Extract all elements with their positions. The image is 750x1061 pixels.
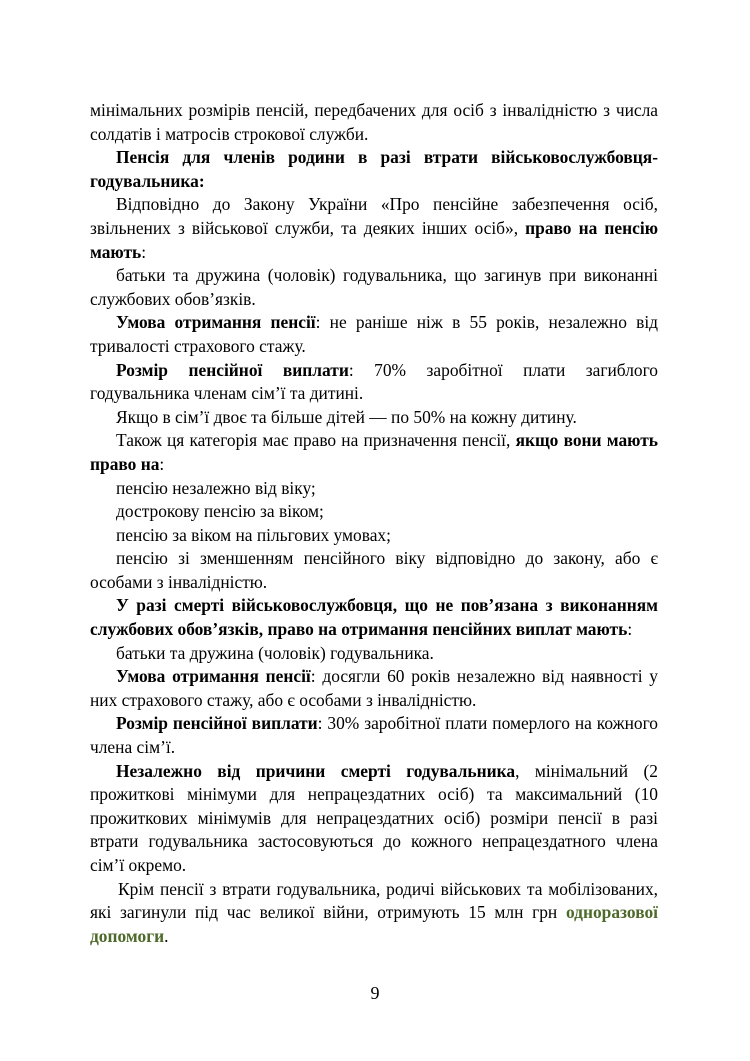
paragraph-payment-70 — [90, 359, 658, 406]
bold-phrase: право на пенсію мають — [90, 217, 658, 262]
paragraph-eligible-family-2 — [90, 642, 658, 666]
paragraph-text: , мінімальний (2 прожиткові мінімуми для непрацездатних осіб) та максимальний (10 прожиткових мінімумів для непрацездатних осіб) розміри пенсії в разі втрати годувальника застосовуються до кожного непрацездатного члена сім’ї окремо. — [90, 760, 659, 875]
bold-label: Розмір пенсійної виплати — [116, 359, 349, 380]
paragraph-text: : 30% заробітної плати померлого на кожного члена сім’ї. — [90, 713, 658, 758]
list-item-text: дострокову пенсію за віком; — [116, 501, 324, 522]
list-item-text: пенсію зі зменшенням пенсійного віку відповідно до закону, або є особами з інвалідністю. — [90, 548, 658, 592]
heading-text: У разі смерті військовослужбовця, що не пов’язана з виконанням службових обов’язків, право на отримання пенсійних виплат мають — [90, 595, 658, 640]
page-number: 9 — [370, 983, 380, 1003]
paragraph-category-rights — [90, 429, 658, 476]
list-item — [90, 500, 658, 524]
paragraph-eligible-family — [90, 264, 658, 311]
paragraph-law-reference — [90, 193, 658, 264]
paragraph-text: батьки та дружина (чоловік) годувальника. — [116, 642, 434, 663]
punctuation: : — [627, 619, 633, 640]
paragraph-text: Відповідно до Закону України «Про пенсійне забезпечення осіб, звільнених з військової служби, та деяких інших осіб», — [90, 194, 658, 238]
list-item-text: пенсію незалежно від віку; — [116, 477, 316, 498]
paragraph-text: : досягли 60 років незалежно від наявності у них страхового стажу, або є особами з інвалідністю. — [90, 666, 658, 710]
paragraph-children-50 — [90, 406, 658, 430]
paragraph-text: Також ця категорія має право на призначення пенсії, — [116, 430, 516, 451]
punctuation: : — [159, 453, 165, 474]
list-item — [90, 547, 658, 594]
list-item — [90, 524, 658, 548]
punctuation: : — [141, 241, 147, 262]
paragraph-min-max-pension — [90, 760, 658, 878]
bold-label: Незалежно від причини смерті годувальника — [116, 760, 516, 781]
bold-phrase: якщо вони мають право на — [90, 430, 658, 474]
page-body — [90, 99, 658, 948]
list-item-text: пенсію за віком на пільгових умовах; — [116, 524, 391, 545]
paragraph-condition-55 — [90, 311, 658, 358]
paragraph-text: Якщо в сім’ї двоє та більше дітей — по 50% на кожну дитину. — [116, 406, 577, 427]
paragraph-one-time-aid — [90, 878, 658, 949]
paragraph-text: : 70% заробітної плати загиблого годувальника членам сім’ї та дитині. — [90, 359, 658, 404]
list-item — [90, 477, 658, 501]
bold-label: Розмір пенсійної виплати — [116, 713, 318, 734]
paragraph-condition-60 — [90, 665, 658, 712]
paragraph-min-pension — [90, 99, 658, 146]
paragraph-text: мінімальних розмірів пенсій, передбачених для осіб з інвалідністю з числа солдатів і матросів строкової служби. — [90, 100, 658, 144]
heading-text: Пенсія для членів родини в разі втрати військовослужбовця-годувальника: — [90, 147, 658, 191]
paragraph-payment-30 — [90, 712, 658, 759]
paragraph-text: : не раніше ніж в 55 років, незалежно від тривалості страхового стажу. — [90, 312, 658, 356]
paragraph-text: батьки та дружина (чоловік) годувальника, що загинув при виконанні службових обов’язків. — [90, 265, 658, 309]
section-heading-survivor-pension — [90, 146, 658, 193]
section-heading-non-service-death — [90, 594, 658, 641]
one-time-aid-link[interactable]: одноразової допомоги — [90, 902, 658, 946]
bold-label: Умова отримання пенсії — [116, 312, 316, 333]
paragraph-text: Крім пенсії з втрати годувальника, родичі військових та мобілізованих, які загинули під час великої війни, отримують 15 млн грн — [90, 878, 658, 923]
bold-label: Умова отримання пенсії — [116, 666, 311, 687]
punctuation: . — [164, 925, 169, 946]
